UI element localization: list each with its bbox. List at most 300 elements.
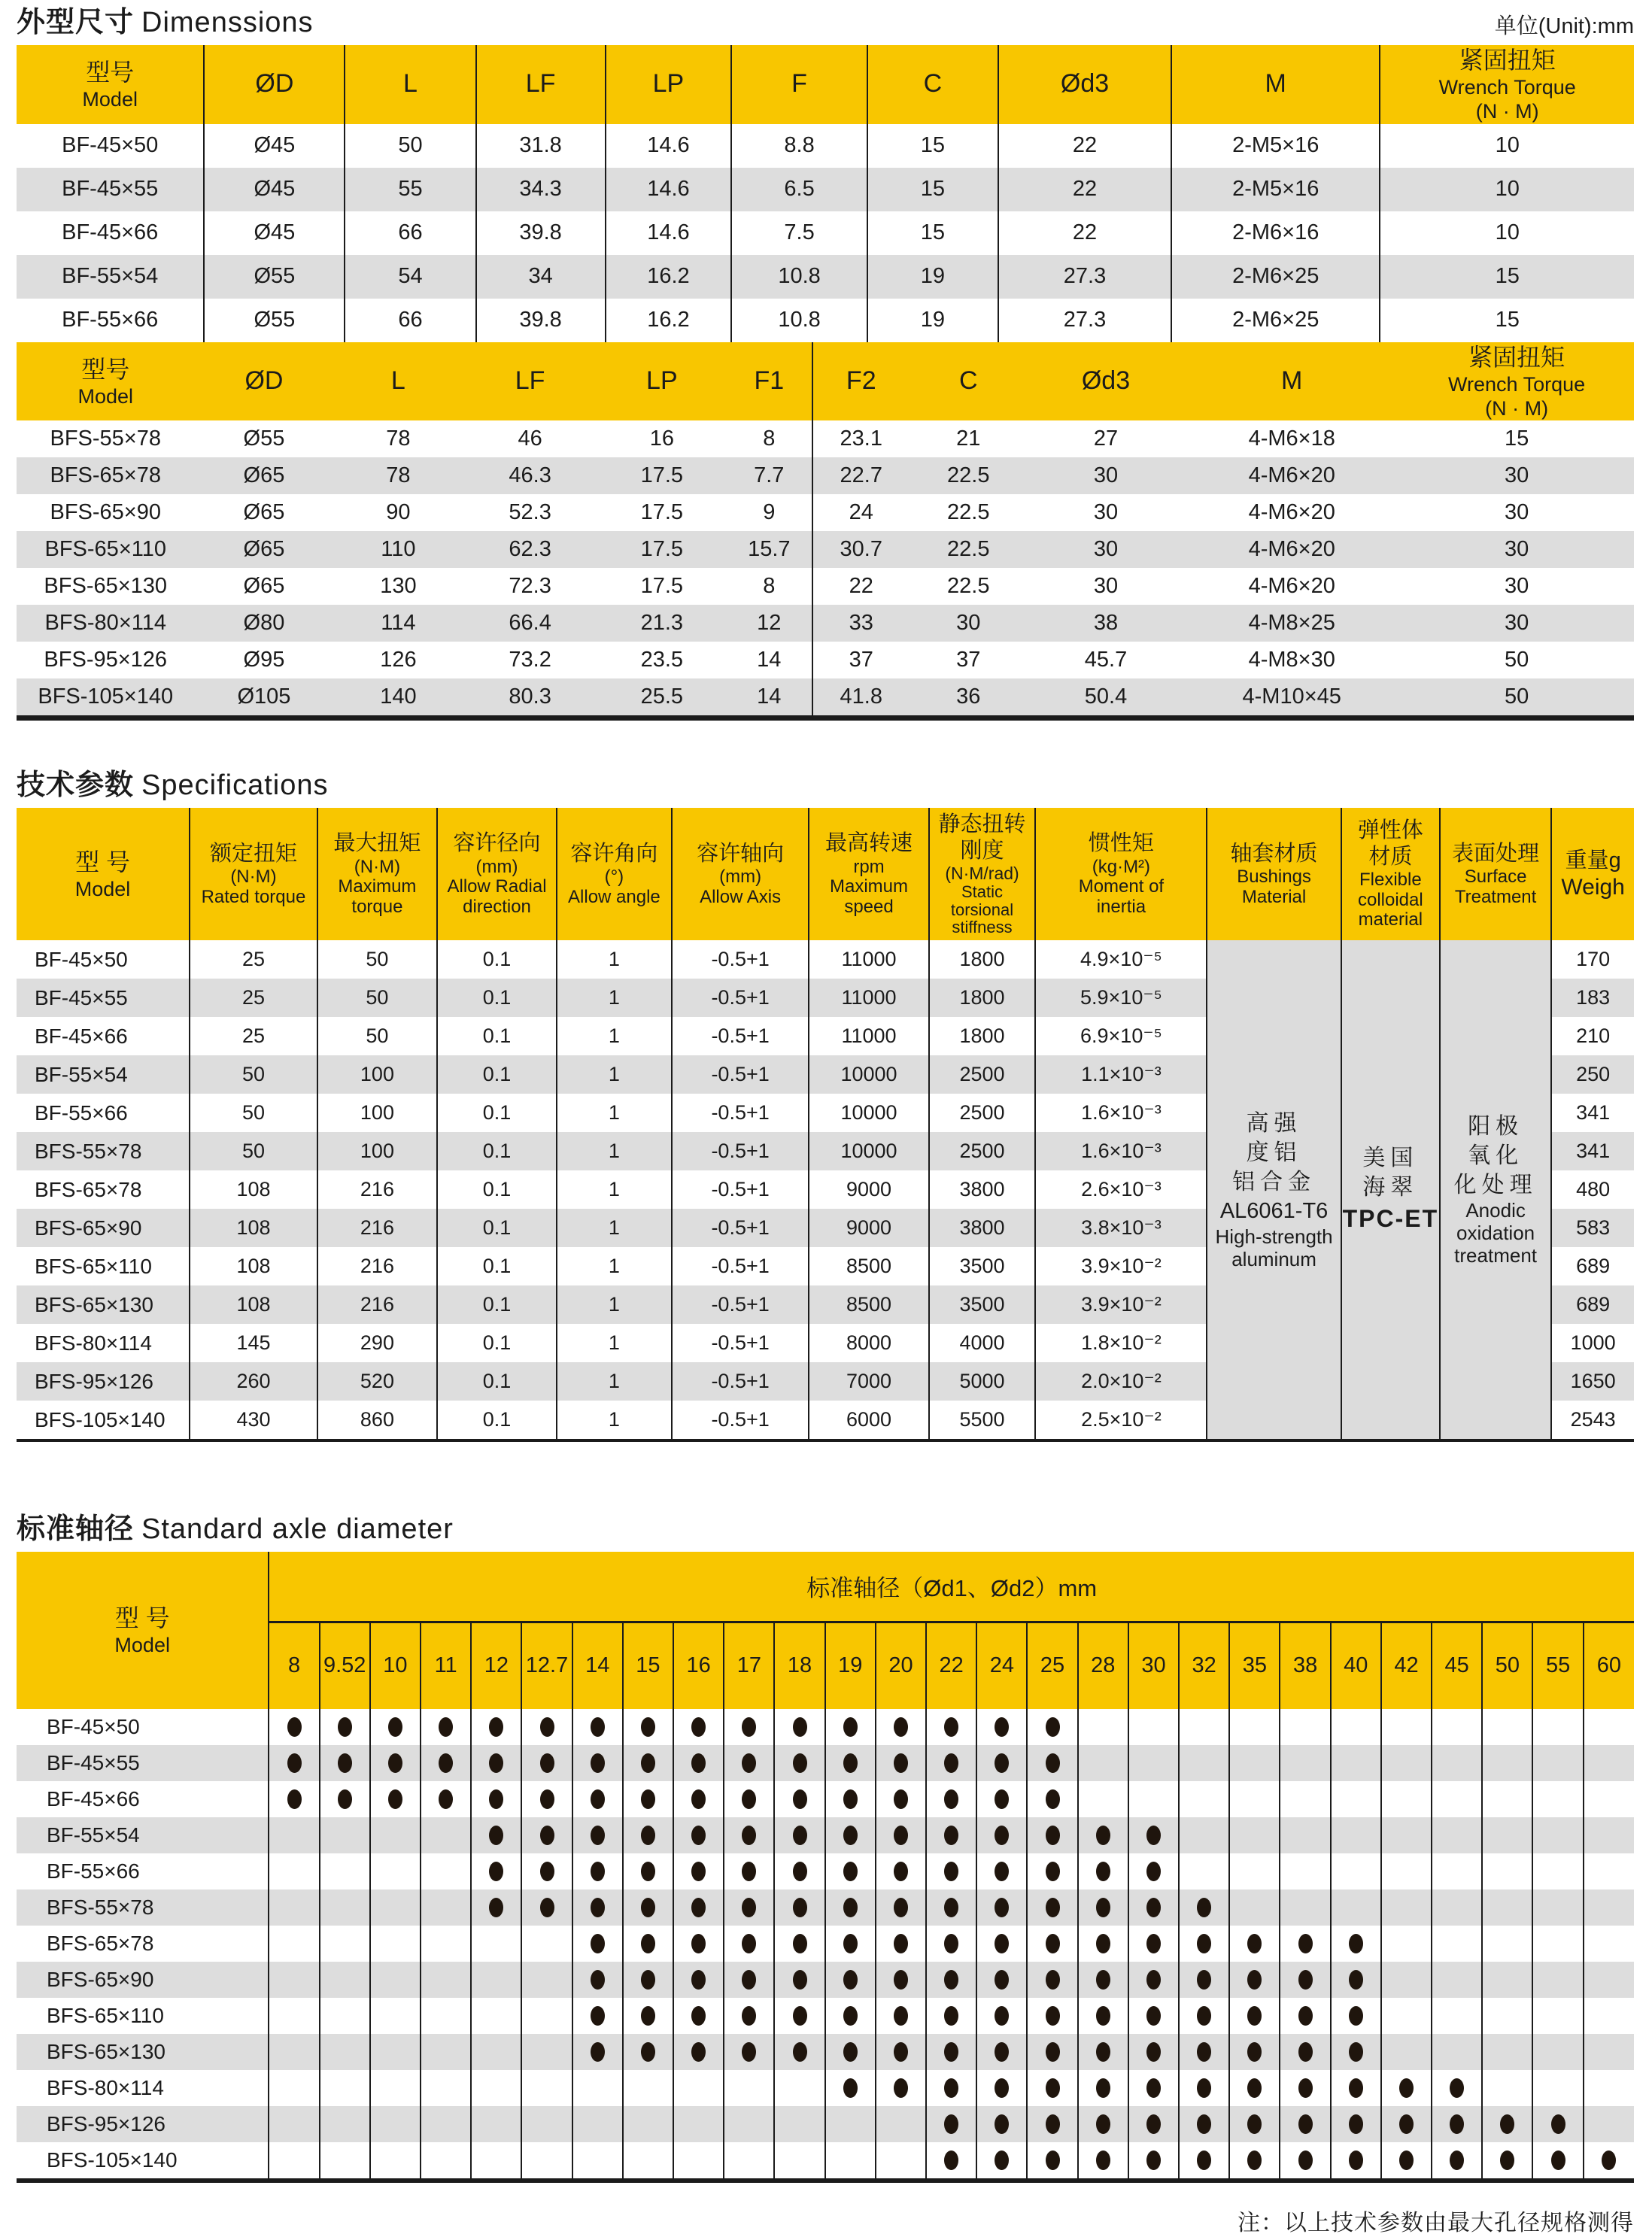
column-header [727,342,812,421]
diameter-cell [1381,1853,1432,1889]
table-row [17,1962,1634,1998]
availability-dot-icon [540,1826,554,1845]
diameter-cell [1331,1962,1381,1998]
diameter-cell [623,1998,673,2034]
model-cell: BF-55×54 [17,1055,190,1094]
diameter-cell [1229,1853,1280,1889]
diameter-cell [1027,1853,1077,1889]
diameter-cell [1482,2070,1532,2106]
model-cell: BFS-105×140 [47,2147,178,2172]
table-row [17,168,1634,211]
cell: 0.1 [437,1209,557,1247]
diameter-cell [471,2034,521,2070]
cell: 66 [345,299,475,342]
diameter-cell [1482,2106,1532,2142]
diameter-cell [774,2070,824,2106]
diameter-cell [1331,1781,1381,1817]
diameter-cell [421,1889,471,1926]
cell: 37 [812,642,910,678]
availability-dot-icon [1046,2078,1060,2098]
cell: 3500 [929,1285,1036,1324]
availability-dot-icon [641,1753,655,1773]
availability-dot-icon [1298,1934,1313,1953]
cell: 30 [1504,574,1529,599]
diameter-cell [774,1745,824,1781]
weight-cell: 1650 [1551,1362,1634,1401]
diameter-cell [1128,1926,1179,1962]
diameter-cell [1280,1781,1330,1817]
availability-dot-icon [1298,2114,1313,2134]
diameter-cell [1179,2142,1229,2181]
availability-dot-icon [540,1717,554,1737]
cell: 11000 [809,1017,928,1055]
diameter-cell [724,2142,774,2181]
availability-dot-icon [793,1753,807,1773]
diameter-cell [825,1962,876,1998]
availability-dot-icon [793,1862,807,1881]
availability-dot-icon [1096,2150,1110,2170]
diameter-cell [1027,2106,1077,2142]
availability-dot-icon [439,1753,453,1773]
header-line: 静态扭转 [938,812,1026,837]
diameter-cell [521,2106,572,2142]
diameter-cell [320,1998,370,2034]
cell: 8.8 [731,124,867,168]
column-header [1207,808,1341,940]
diameter-cell [1331,1745,1381,1781]
cell: 22.5 [910,531,1028,568]
availability-dot-icon [894,1826,908,1845]
diameter-cell [673,2070,724,2106]
header-line: Flexible [1359,869,1422,890]
header-line: Maximum [338,876,417,897]
diameter-cell [976,1709,1027,1745]
diameter-cell [1532,2106,1583,2142]
diameter-cell [1078,1817,1128,1853]
diameter-cell [976,2034,1027,2070]
cell: 0.1 [437,1132,557,1170]
diameter-cell [521,1926,572,1962]
availability-dot-icon [1602,2150,1616,2170]
diameter-cell [1027,1889,1077,1926]
header-line: direction [463,897,531,918]
header-line: Surface [1464,866,1527,887]
header-line: Treatment [1454,886,1537,907]
availability-dot-icon [591,1934,605,1953]
table-row [17,531,1634,568]
header-line: 容许径向 [453,831,541,856]
model-cell: BFS-65×110 [35,1254,152,1278]
diameter-cell [876,2142,926,2181]
availability-dot-icon [691,1717,706,1737]
diameter-cell [774,1998,824,2034]
diameter-cell [320,1889,370,1926]
cell: Ø55 [204,255,345,299]
availability-dot-icon [894,1789,908,1809]
diameter-cell [1280,1709,1330,1745]
cell: 1.8×10⁻² [1035,1324,1207,1362]
diameter-cell [724,2070,774,2106]
cell: -0.5+1 [672,1362,809,1401]
cell: 22.5 [947,574,990,599]
diameter-cell [1229,1817,1280,1853]
diameter-cell [320,1926,370,1962]
availability-dot-icon [1046,2114,1060,2134]
diameter-cell [1128,2070,1179,2106]
model-cell: BFS-65×78 [35,1177,142,1201]
cell: 15.7 [727,531,812,568]
diameter-cell [421,2142,471,2181]
availability-dot-icon [995,1826,1009,1845]
diameter-cell [1381,1926,1432,1962]
cell: BF-45×55 [17,168,204,211]
column-header [1035,808,1207,940]
diameter-cell [1381,2142,1432,2181]
diameter-cell [1179,1998,1229,2034]
diameter-cell [572,2142,623,2181]
diameter-cell [1432,1817,1482,1853]
cell: 80.3 [463,678,597,718]
header-line: L [390,366,405,396]
diameter-cell [976,2106,1027,2142]
availability-dot-icon [1096,1934,1110,1953]
diameter-cell [471,1889,521,1926]
table-row [17,1889,1634,1926]
diameter-cell [269,1853,319,1889]
availability-dot-icon [641,2006,655,2026]
availability-dot-icon [591,2006,605,2026]
diameter-cell [1482,1817,1532,1853]
cell: 17.5 [597,531,727,568]
cell: 5000 [929,1362,1036,1401]
diameter-cell [976,2070,1027,2106]
cell: 14.6 [606,124,732,168]
diameter-column-header: 28 [1078,1622,1128,1709]
availability-dot-icon [1349,2078,1363,2098]
diameter-cell [976,2142,1027,2181]
diameter-column-header: 60 [1584,1622,1634,1709]
cell: 7.7 [727,457,812,494]
diameter-cell [1280,2070,1330,2106]
diameter-cell [825,1889,876,1926]
header-line: F1 [754,366,785,396]
diameter-cell [471,1926,521,1962]
diameter-cell [876,1781,926,1817]
cell: 22.5 [947,500,990,525]
column-header [195,342,334,421]
diameter-cell [320,2106,370,2142]
diameter-cell [1280,1962,1330,1998]
availability-dot-icon [591,1826,605,1845]
diameter-cell [1432,1889,1482,1926]
availability-dot-icon [995,1970,1009,1990]
availability-dot-icon [1046,1753,1060,1773]
availability-dot-icon [1046,2150,1060,2170]
cell: -0.5+1 [672,1285,809,1324]
availability-dot-icon [995,2042,1009,2062]
diameter-cell [926,1962,976,1998]
model-cell: BFS-95×126 [17,1362,190,1401]
diameter-cell [1532,1962,1583,1998]
cell: 25 [190,940,317,979]
cell: BF-45×66 [62,220,159,245]
availability-dot-icon [1197,2150,1211,2170]
diameter-cell [1584,1781,1634,1817]
availability-dot-icon [540,1753,554,1773]
diameter-cell [724,1781,774,1817]
model-cell: BF-45×55 [17,1745,269,1781]
cell: 38 [1028,605,1185,642]
availability-dot-icon [691,2006,706,2026]
diameter-cell [1432,1926,1482,1962]
cell: 110 [333,531,463,568]
table-row [17,2070,1634,2106]
diameter-cell [623,1962,673,1998]
diameter-cell [1280,2034,1330,2070]
table-row [17,1998,1634,2034]
availability-dot-icon [894,1934,908,1953]
diameter-cell [673,2106,724,2142]
cell: 15 [867,168,998,211]
diameter-cell [1482,1781,1532,1817]
header-line: Wrench Torque [1448,372,1586,396]
cell: Ø55 [204,299,345,342]
cell: 50 [190,1132,317,1170]
cell: 3800 [929,1170,1036,1209]
diameter-cell [926,2106,976,2142]
cell: 10 [1380,124,1634,168]
diameter-cell [1584,1962,1634,1998]
cell: 30 [1504,500,1529,525]
table-row [17,1709,1634,1745]
table-row [17,255,1634,299]
diameter-column-header: 17 [724,1622,774,1709]
availability-dot-icon [1146,1826,1161,1845]
availability-dot-icon [843,2042,858,2062]
availability-dot-icon [995,1753,1009,1773]
header-line: aluminum [1231,1247,1316,1270]
column-header [17,342,195,421]
availability-dot-icon [1046,1717,1060,1737]
availability-dot-icon [1349,2006,1363,2026]
diameter-cell [825,1745,876,1781]
model-cell: BFS-65×130 [17,2034,269,2070]
availability-dot-icon [338,1717,352,1737]
cell: 22 [998,168,1171,211]
cell: -0.5+1 [672,1247,809,1285]
model-cell: BFS-80×114 [35,1331,152,1355]
availability-dot-icon [1046,1934,1060,1953]
diameter-cell [421,1781,471,1817]
model-cell: BFS-95×126 [17,2106,269,2142]
cell: 1800 [929,1017,1036,1055]
diameter-cell [1482,1998,1532,2034]
cell: 2-M5×16 [1171,124,1380,168]
diameter-cell [876,1709,926,1745]
diameter-cell [926,1853,976,1889]
availability-dot-icon [591,2042,605,2062]
column-header [606,45,732,124]
availability-dot-icon [742,2006,756,2026]
table-row [17,1853,1634,1889]
diameter-cell [623,1781,673,1817]
diameter-cell [1128,1853,1179,1889]
diameter-cell [1381,2070,1432,2106]
diameter-cell [269,1998,319,2034]
cell: 50 [317,1017,437,1055]
diameter-cell [1280,1998,1330,2034]
cell: 520 [317,1362,437,1401]
availability-dot-icon [1450,2078,1464,2098]
availability-dot-icon [691,1789,706,1809]
header-line: 弹性体 [1357,818,1423,843]
header-line: 型号 [86,58,135,86]
availability-dot-icon [1298,2078,1313,2098]
diameter-cell [1128,1962,1179,1998]
cell: 78 [386,426,411,451]
specifications-table [17,808,1634,1442]
diameter-cell [1280,1745,1330,1781]
axle-section-header [17,1514,1634,1546]
cell: 25.5 [597,678,727,718]
availability-dot-icon [1146,2006,1161,2026]
column-header [809,808,928,940]
header-line: Static torsional [950,882,1014,919]
cell: 108 [190,1170,317,1209]
diameter-cell [1078,1781,1128,1817]
diameter-cell [471,1781,521,1817]
diameter-cell [623,1817,673,1853]
availability-dot-icon [995,1862,1009,1881]
spacer [17,721,1634,770]
header-line: (°) [604,867,624,888]
availability-dot-icon [894,1717,908,1737]
diameter-cell [774,2106,824,2142]
availability-dot-icon [1500,2114,1514,2134]
header-line: 容许轴向 [697,841,785,866]
weight-cell: 2543 [1551,1401,1634,1440]
diameter-cell [1280,1853,1330,1889]
diameter-cell [1128,1709,1179,1745]
model-cell: BFS-65×90 [17,1962,269,1998]
cell: 30 [1399,457,1634,494]
diameter-cell [926,2142,976,2181]
diameter-cell [1432,1853,1482,1889]
diameter-cell [1078,1962,1128,1998]
diameter-cell [1027,1998,1077,2034]
availability-dot-icon [1551,2114,1565,2134]
diameter-cell [623,1889,673,1926]
column-header [557,808,672,940]
cell: 1.6×10⁻³ [1035,1094,1207,1132]
availability-dot-icon [843,2006,858,2026]
diameter-cell [471,1998,521,2034]
table-row [17,678,1634,718]
header-line: 度铝 [1246,1140,1302,1165]
cell: 2-M5×16 [1171,168,1380,211]
cell: Ø45 [204,211,345,255]
header-line: treatment [1454,1244,1537,1267]
diameter-cell [876,2034,926,2070]
cell: 78 [333,457,463,494]
cell: 1 [557,1094,672,1132]
diameter-cell [521,1781,572,1817]
availability-dot-icon [1046,2006,1060,2026]
diameter-cell [421,2034,471,2070]
diameter-cell [724,1998,774,2034]
diameter-cell [673,1962,724,1998]
availability-dot-icon [1046,1898,1060,1917]
diameter-cell [1331,2142,1381,2181]
diameter-cell [1432,2142,1482,2181]
diameter-cell [370,2034,421,2070]
availability-dot-icon [793,1934,807,1953]
availability-dot-icon [1146,2078,1161,2098]
header-line: L [403,69,418,99]
cell: 860 [317,1401,437,1440]
availability-dot-icon [1146,2150,1161,2170]
cell: 3.8×10⁻³ [1035,1209,1207,1247]
availability-dot-icon [1197,1970,1211,1990]
table-row [17,1745,1634,1781]
cell: 10000 [809,1094,928,1132]
diameter-cell [320,2034,370,2070]
cell: 1 [557,1285,672,1324]
cell: 10 [1380,168,1634,211]
cell: 50.4 [1028,678,1185,718]
cell: 1 [557,1209,672,1247]
table-row [17,124,1634,168]
diameter-cell [1179,1962,1229,1998]
header-line: oxidation [1456,1222,1535,1245]
column-header [204,45,345,124]
diameter-column-header: 12 [471,1622,521,1709]
cell: 1 [557,1055,672,1094]
availability-dot-icon [1247,2150,1262,2170]
diameter-cell [1280,1817,1330,1853]
diameter-cell [876,1745,926,1781]
diameter-cell [421,1709,471,1745]
cell: 4-M8×30 [1248,648,1335,672]
diameter-cell [876,1817,926,1853]
cell: 45.7 [1084,648,1128,672]
header-line: TPC-ET [1342,1205,1439,1233]
diameter-column-header: 14 [572,1622,623,1709]
table-row [17,420,1634,457]
diameter-cell [269,1817,319,1853]
cell: 430 [190,1401,317,1440]
diameter-column-header: 12.7 [521,1622,572,1709]
diameter-cell [673,2142,724,2181]
cell: 7.5 [731,211,867,255]
table-head [17,1552,1634,1709]
diameter-cell [1179,1889,1229,1926]
dimensions-section-header [17,8,1634,39]
diameter-cell [1027,2070,1077,2106]
weight-cell: 1000 [1551,1324,1634,1362]
diameter-cell [521,2142,572,2181]
diameter-cell [471,2106,521,2142]
cell: Ø95 [243,648,285,672]
header-line: (N·M/rad) [945,863,1019,883]
cell: 0.1 [437,979,557,1017]
cell: 17.5 [640,500,684,525]
column-header [867,45,998,124]
header-line: M [1265,69,1286,99]
header-line: 海翠 [1362,1175,1419,1200]
diameter-cell [926,1889,976,1926]
availability-dot-icon [1399,2078,1414,2098]
